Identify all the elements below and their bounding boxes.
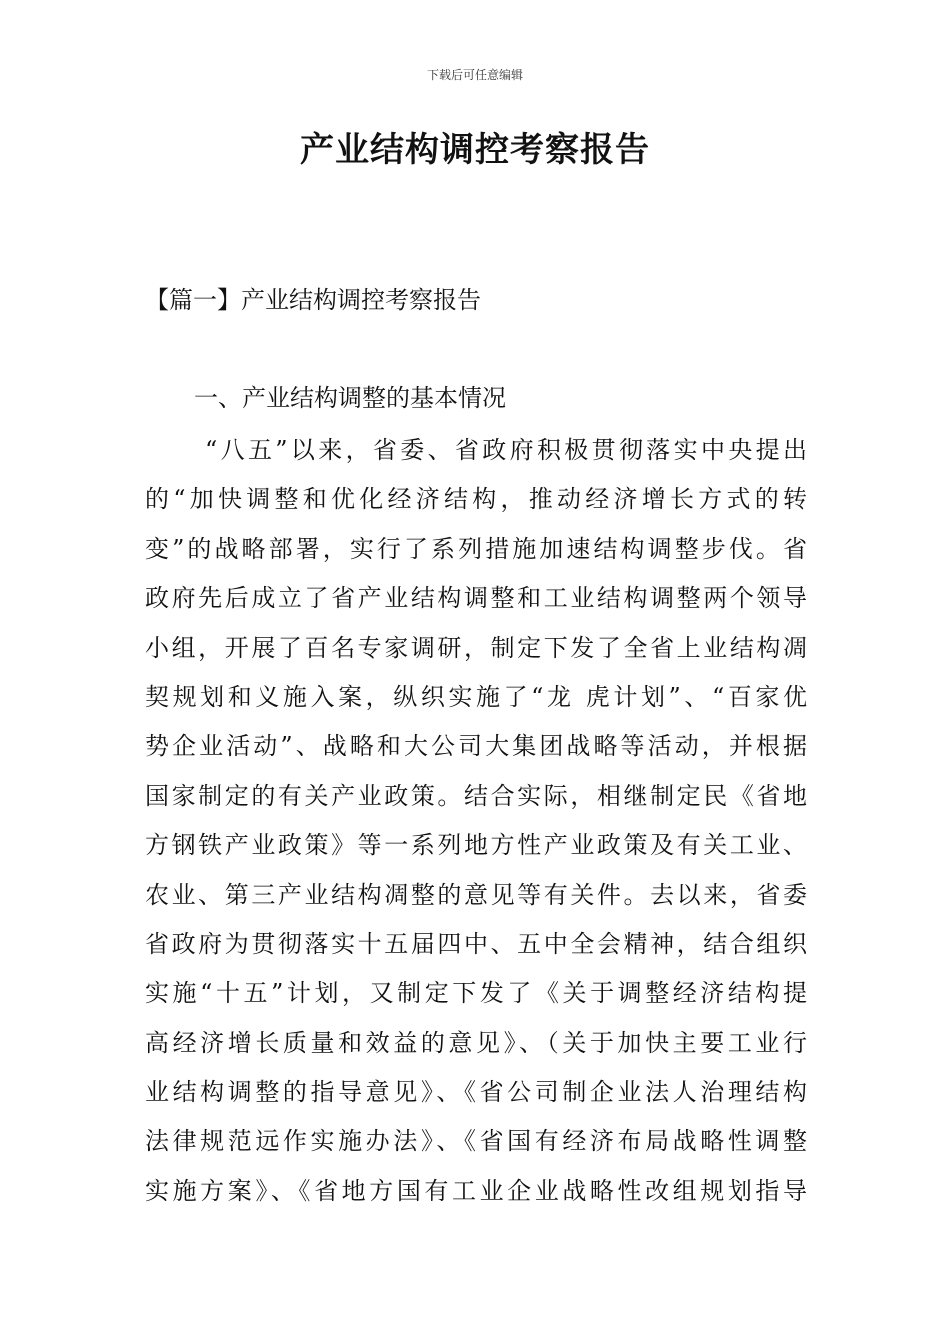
body-line: 方钢铁产业政策》等一系列地方性产业政策及有关工业、 (145, 831, 807, 860)
page-header-note: 下载后可任意编辑 (426, 68, 523, 82)
body-line: 政府先后成立了省产业结构调整和工业结构调整两个领导 (145, 584, 807, 613)
body-line: 实施方案》、《省地方国有工业企业战略性改组规划指导 (145, 1176, 807, 1205)
body-line: 法律规范远作实施办法》、《省国有经济布局战略性调整 (145, 1127, 807, 1156)
body-text (145, 426, 807, 1216)
body-line: 的“加快调整和优化经济结构，推动经济增长方式的转 (145, 485, 807, 514)
section-heading: 【篇一】产业结构调控考察报告 (145, 286, 481, 314)
body-line: 实施“十五”计划，又制定下发了《关于调整经济结构提 (145, 979, 807, 1008)
body-line: 国家制定的有关产业政策。结合实际，相继制定民《省地 (145, 781, 807, 810)
body-line: 省政府为贯彻落实十五届四中、五中全会精神，结合组织 (145, 929, 807, 958)
body-line: 势企业活动”、战略和大公司大集团战略等活动，并根据 (145, 732, 807, 761)
body-line: 小组，开展了百名专家调研，制定下发了全省上业结构凋 (145, 633, 807, 662)
body-line: 变”的战略部署，实行了系列措施加速结构调整步伐。省 (145, 534, 807, 563)
document-title: 产业结构调控考察报告 (300, 130, 650, 170)
body-line: 农业、第三产业结构凋整的意见等有关件。去以来，省委 (145, 880, 807, 909)
body-line: 契规划和义施入案，纵织实施了“龙 虎计划”、“百家优 (145, 682, 807, 711)
section-subheading: 一、产业结构调整的基本情况 (194, 384, 506, 412)
body-line: 高经济增长质量和效益的意见》、（关于加快主要工业行 (145, 1028, 807, 1057)
body-line: “八五”以来，省委、省政府积极贯彻落实中央提出 (205, 436, 807, 464)
body-line: 业结构调整的指导意见》、《省公司制企业法人治理结构 (145, 1078, 807, 1107)
